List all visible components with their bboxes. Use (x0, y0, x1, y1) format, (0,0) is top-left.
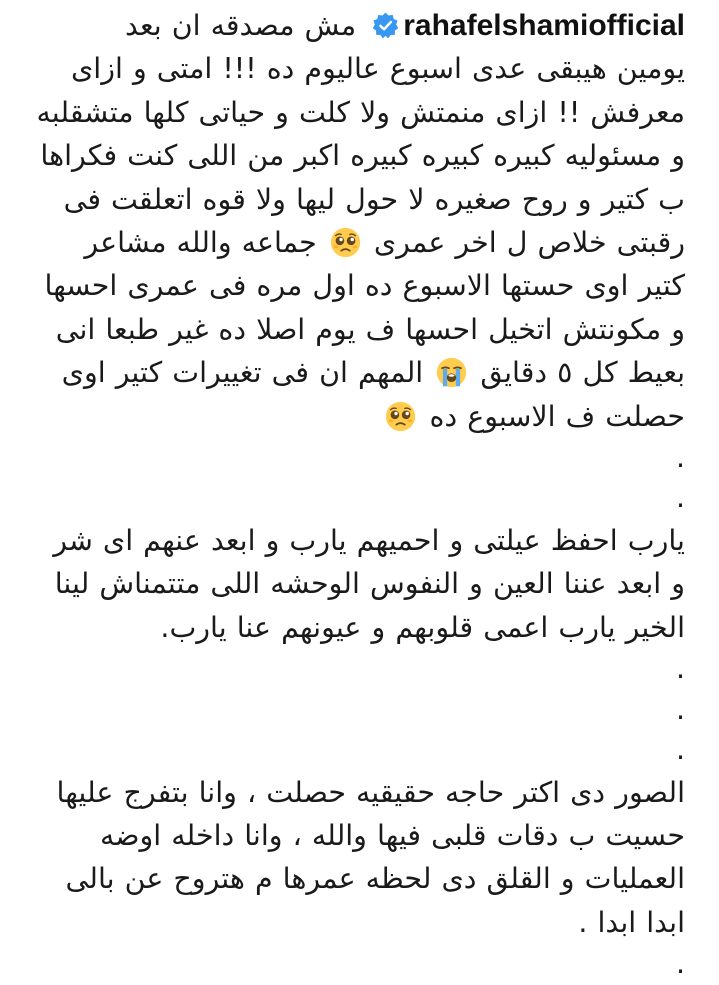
separator-dot: . (675, 692, 685, 726)
caption-line: حسيت ب دقات قلبى فيها والله ، وانا داخله اوضه (100, 818, 685, 852)
post-caption (34, 4, 685, 985)
separator-dot: . (675, 733, 685, 767)
caption-text: حصلت ف الاسبوع ده (429, 399, 685, 433)
caption-text: جماعه والله مشاعر (84, 225, 317, 259)
separator-dot: . (675, 652, 685, 686)
caption-text: بعيط كل ٥ دقايق (480, 356, 685, 390)
caption-line: الصور دى اكتر حاجه حقيقيه حصلت ، وانا بتفرج عليها (56, 775, 685, 809)
caption-line: يارب احفظ عيلتى و احميهم يارب و ابعد عنهم اى شر (53, 523, 685, 557)
caption-line: و مكونتش اتخيل احسها ف يوم اصلا ده غير طبعا انى (55, 312, 685, 346)
caption-line: و مسئوليه كبيره كبيره كبيره اكبر من اللى كنت فكراها (40, 139, 685, 173)
caption-text: المهم ان فى تغييرات كتير اوى (61, 356, 424, 390)
pleading-face-icon (330, 227, 361, 258)
loudly-crying-face-icon (436, 357, 467, 388)
verified-badge-icon (372, 12, 399, 39)
pleading-face-icon (385, 401, 416, 432)
separator-dot: . (675, 481, 685, 515)
caption-line: ب كتير و روح صغيره لا حول ليها ولا قوه اتعلقت فى (63, 182, 685, 216)
caption-line: ابدا ابدا . (578, 905, 685, 939)
caption-line: كتير اوى حستها الاسبوع ده اول مره فى عمرى احسها (44, 269, 685, 303)
caption-line: معرفش !! ازاى منمتش ولا كلت و حياتى كلها متشقلبه (36, 95, 685, 129)
caption-line: الخير يارب اعمى قلوبهم و عيونهم عنا يارب. (160, 610, 685, 644)
caption-line (34, 351, 685, 394)
caption-line: و ابعد عننا العين و النفوس الوحشه اللى متتمناش لينا (54, 567, 685, 601)
caption-line: العمليات و القلق دى لحظه عمرها م هتروح عن بالى (65, 862, 685, 896)
separator-dot: . (675, 440, 685, 474)
caption-text: مش مصدقه ان بعد (125, 9, 357, 42)
caption-line (34, 395, 685, 438)
caption-line-1 (34, 4, 685, 47)
username-link[interactable]: rahafelshamiofficial (403, 9, 685, 42)
caption-text: رقبتى خلاص ل اخر عمرى (373, 225, 685, 259)
separator-dot: . (675, 947, 685, 981)
caption-line (34, 221, 685, 264)
caption-line: يومين هيبقى عدى اسبوع عاليوم ده !!! امتى و ازاى (71, 52, 685, 86)
